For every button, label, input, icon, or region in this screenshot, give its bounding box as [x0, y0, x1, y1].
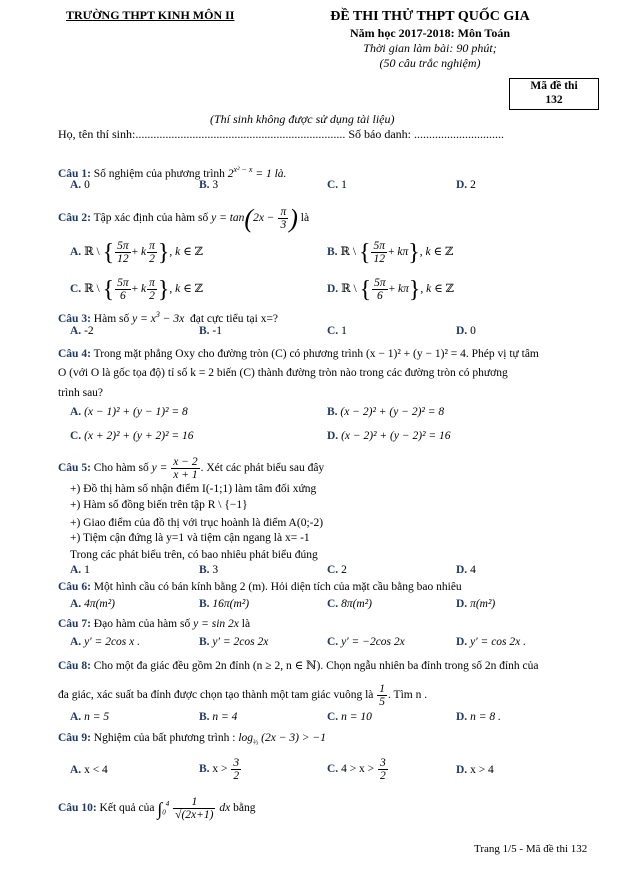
option-c[interactable]: C. 2	[327, 564, 347, 576]
question-tail: là	[241, 618, 251, 630]
question-1	[58, 165, 286, 181]
question-text: Số nghiệm của phương trình	[93, 167, 225, 180]
option-b[interactable]: B. y′ = 2cos 2x	[199, 636, 269, 648]
function-formula: $y = x^3 - 3x$	[132, 310, 185, 325]
option-a[interactable]: A. 4π(m²)	[70, 598, 115, 610]
question-count: (50 câu trắc nghiệm)	[379, 55, 481, 70]
option-c[interactable]: C. 4 > x > $\frac{3}{2}$	[327, 757, 386, 782]
question-tail: . Xét các phát biểu sau đây	[200, 462, 325, 475]
student-info-line: Họ, tên thí sinh:...................................................................... Số báo danh: ..............................	[58, 127, 504, 141]
page-footer: Trang 1/5 - Mã đề thi 132	[474, 843, 588, 855]
option-c[interactable]: C. 8π(m²)	[327, 598, 372, 610]
option-b[interactable]: B. 3	[199, 564, 219, 576]
question-label: Câu 2:	[58, 212, 91, 224]
question-text-line1: Cho một đa giác đều gồm 2n đỉnh (n ≥ 2, n ∈ ℕ). Chọn ngẫu nhiên ba đỉnh trong số 2n đỉnh của	[93, 660, 539, 672]
question-label: Câu 8:	[58, 660, 91, 672]
question-label: Câu 5:	[58, 462, 91, 475]
question-tail: đạt cực tiểu tại x=?	[189, 312, 279, 325]
exam-code-label: Mã đề thi	[530, 80, 578, 92]
statement-4: +) Tiệm cận đứng là y=1 và tiệm cận ngang là x= -1	[70, 532, 310, 544]
question-10	[58, 796, 255, 821]
question-label: Câu 4:	[58, 348, 91, 360]
option-d[interactable]: D. y′ = cos 2x .	[456, 636, 527, 648]
option-b[interactable]: B. 16π(m²)	[199, 598, 250, 610]
option-b[interactable]: B. (x − 2)² + (y − 2)² = 8	[327, 406, 445, 418]
option-c[interactable]: C. (x + 2)² + (y + 2)² = 16	[70, 430, 194, 442]
question-2	[58, 203, 309, 236]
question-tail: là	[300, 212, 310, 224]
question-label: Câu 9:	[58, 732, 91, 744]
exam-duration: Thời gian làm bài: 90 phút;	[363, 40, 497, 55]
inequality: $\log_{\frac{2}{3}} (2x - 3) > -1$	[238, 732, 326, 747]
option-a[interactable]: A. y′ = 2cos x .	[70, 636, 141, 648]
question-4	[58, 347, 539, 361]
question-label: Câu 1:	[58, 167, 91, 180]
statement-question: Trong các phát biểu trên, có bao nhiêu phát biểu đúng	[70, 549, 318, 561]
function-formula: y = sin 2x	[193, 618, 239, 630]
option-d[interactable]: D. n = 8 .	[456, 711, 501, 723]
function-formula: y = $\frac{x - 2}{x + 1}$	[151, 456, 198, 481]
statement-3: +) Giao điểm của đồ thị với trục hoành là điểm A(0;-2)	[70, 517, 324, 529]
question-label: Câu 10:	[58, 802, 97, 815]
question-label: Câu 6:	[58, 581, 91, 593]
option-c[interactable]: C. 1	[327, 179, 347, 191]
no-documents-note: (Thí sinh không được sử dụng tài liệu)	[210, 112, 395, 126]
exam-header	[300, 8, 560, 71]
function-formula: y = tan(2x − $\frac{\pi}{3}$ )	[211, 204, 298, 233]
option-b[interactable]: B. x > $\frac{3}{2}$	[199, 757, 240, 782]
question-6	[58, 580, 462, 594]
statement-1: +) Đồ thị hàm số nhận điểm I(-1;1) làm tâm đối xứng	[70, 483, 317, 495]
question-text: Kết quả của	[99, 802, 155, 815]
question-text: Nghiệm của bất phương trình :	[93, 732, 236, 744]
option-d[interactable]: D. π(m²)	[456, 598, 496, 610]
question-text: Tập xác định của hàm số	[93, 212, 209, 224]
option-c[interactable]: C. n = 10	[327, 711, 372, 723]
option-a[interactable]: A. x < 4	[70, 764, 108, 776]
question-9	[58, 731, 326, 747]
school-name: TRƯỜNG THPT KINH MÔN II	[66, 8, 235, 22]
question-text: Một hình cầu có bán kính bằng 2 (m). Hỏi diện tích của mặt cầu bằng bao nhiêu	[93, 581, 462, 593]
option-b[interactable]: B. n = 4	[199, 711, 238, 723]
question-8-line2: đa giác, xác suất ba đỉnh được chọn tạo thành một tam giác vuông là $\frac{1}{5}$ . Tìm n .	[58, 683, 428, 708]
option-d[interactable]: D. 2	[456, 179, 476, 191]
integral: $\int_0^4$ $\frac{1}{√(2x+1)}$ dx	[157, 796, 231, 821]
option-d[interactable]: D. (x − 2)² + (y − 2)² = 16	[327, 430, 451, 442]
option-a[interactable]: A. 1	[70, 564, 90, 576]
option-d[interactable]: D. 4	[456, 564, 476, 576]
statement-2: +) Hàm số đồng biến trên tập R \ {−1}	[70, 499, 248, 511]
question-label: Câu 7:	[58, 618, 91, 630]
option-d[interactable]: D. 0	[456, 325, 476, 337]
question-4-line3: trình sau?	[58, 387, 104, 399]
question-text-line1: Trong mặt phẳng Oxy cho đường tròn (C) có phương trình (x − 1)² + (y − 1)² = 4. Phép vị tự tâm	[93, 348, 539, 360]
option-b[interactable]: B. 3	[199, 179, 219, 191]
option-c[interactable]: C. 1	[327, 325, 347, 337]
year-subject: Năm học 2017-2018: Môn Toán	[349, 25, 510, 40]
question-text: Hàm số	[93, 312, 130, 325]
option-b[interactable]: B. -1	[199, 325, 223, 337]
exam-code-box	[509, 78, 599, 110]
option-a[interactable]: A. 0	[70, 179, 90, 191]
question-tail: bằng	[233, 802, 256, 815]
exam-title: ĐỀ THI THỬ THPT QUỐC GIA	[330, 9, 530, 24]
question-8	[58, 659, 539, 673]
option-a[interactable]: A. n = 5	[70, 711, 110, 723]
option-a[interactable]: A. -2	[70, 325, 94, 337]
exam-code-value: 132	[545, 94, 563, 106]
option-c[interactable]: C. y′ = −2cos 2x	[327, 636, 405, 648]
question-text: Cho hàm số	[93, 462, 149, 475]
question-5	[58, 456, 324, 481]
equation: $2^{x^2 - x} = 1$ là.	[227, 165, 287, 180]
option-a[interactable]: A. (x − 1)² + (y − 1)² = 8	[70, 406, 188, 418]
option-c[interactable]: C. ℝ \ { $\frac{5\pi}{6}$ + k $\frac{\pi}{2}$ }, k ∈ ℤ	[70, 276, 203, 303]
option-a[interactable]: A. ℝ \ { $\frac{5\pi}{12}$ + k $\frac{\pi}{2}$ }, k ∈ ℤ	[70, 239, 203, 266]
option-d[interactable]: D. x > 4	[456, 764, 494, 776]
option-d[interactable]: D. ℝ \ { $\frac{5\pi}{6}$ + kπ}, k ∈ ℤ	[327, 276, 454, 303]
option-b[interactable]: B. ℝ \ { $\frac{5\pi}{12}$ + kπ}, k ∈ ℤ	[327, 239, 454, 266]
question-4-line2: O (với O là gốc tọa độ) tỉ số k = 2 biến (C) thành đường tròn nào trong các đường tròn có phương	[58, 367, 508, 379]
question-text: Đạo hàm của hàm số	[93, 618, 191, 630]
question-label: Câu 3:	[58, 312, 91, 325]
question-7	[58, 617, 250, 631]
